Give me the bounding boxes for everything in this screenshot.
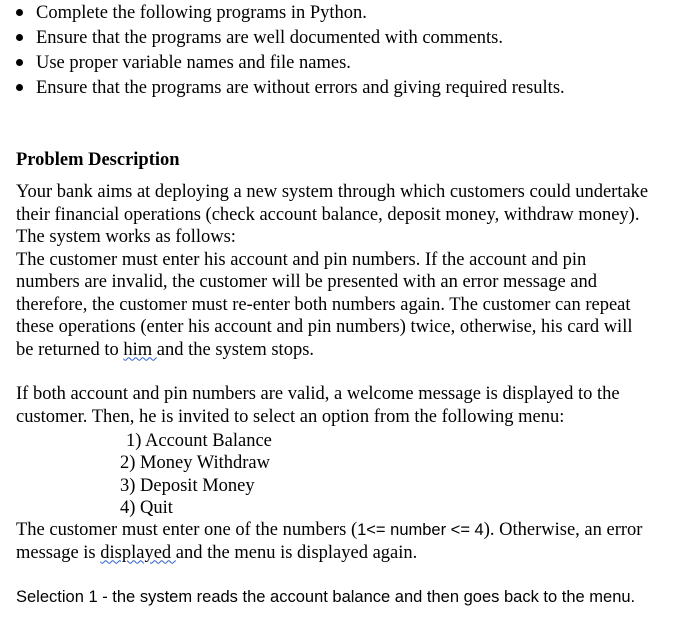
text-line: customer. Then, he is invited to select an option from the following menu: bbox=[16, 406, 565, 427]
bullet-icon bbox=[16, 9, 23, 16]
menu-option: 4) Quit bbox=[120, 497, 173, 518]
menu-options-list bbox=[120, 430, 272, 519]
text-line bbox=[16, 339, 648, 362]
bullet-icon bbox=[16, 59, 23, 66]
bullet-icon bbox=[16, 34, 23, 41]
instruction-text: Ensure that the programs are well documented with comments. bbox=[36, 28, 503, 48]
text-line: numbers are invalid, the customer will be presented with an error message and bbox=[16, 272, 598, 292]
problem-paragraph-3 bbox=[16, 519, 642, 564]
text-line: The system works as follows: bbox=[16, 227, 236, 247]
text-line: therefore, the customer must re-enter both numbers again. The customer can repeat bbox=[16, 294, 631, 315]
text-line bbox=[16, 519, 642, 542]
text-run: message is bbox=[16, 542, 101, 563]
text-run: The customer must enter one of the numbers ( bbox=[16, 520, 358, 540]
bullet-icon bbox=[16, 84, 23, 91]
text-run: be returned to bbox=[16, 339, 124, 360]
instruction-item bbox=[0, 2, 565, 27]
menu-option: 3) Deposit Money bbox=[120, 475, 255, 496]
instruction-item bbox=[0, 27, 565, 52]
text-line bbox=[16, 542, 642, 565]
menu-option: 2) Money Withdraw bbox=[120, 453, 270, 474]
spellcheck-marked-word: him bbox=[123, 339, 157, 360]
spellcheck-marked-word: displayed bbox=[100, 542, 176, 563]
menu-option: 1) Account Balance bbox=[126, 431, 272, 451]
instruction-item bbox=[0, 52, 565, 77]
instruction-item bbox=[0, 77, 565, 102]
problem-paragraph-4: Selection 1 - the system reads the account balance and then goes back to the menu. bbox=[16, 588, 636, 606]
number-range-text: 1<= number <= 4 bbox=[357, 521, 484, 539]
text-run: and the menu is displayed again. bbox=[175, 542, 418, 563]
section-heading: Problem Description bbox=[16, 150, 180, 170]
instruction-list bbox=[0, 2, 565, 102]
text-run: and the system stops. bbox=[156, 339, 315, 360]
instruction-text: Complete the following programs in Python. bbox=[36, 3, 367, 23]
text-line: Your bank aims at deploying a new system through which customers could undertake bbox=[16, 182, 649, 202]
instruction-text: Use proper variable names and file names. bbox=[36, 53, 351, 73]
problem-paragraph-1 bbox=[16, 181, 648, 361]
text-line: The customer must enter his account and pin numbers. If the account and pin bbox=[16, 249, 587, 270]
text-line: their financial operations (check account balance, deposit money, withdraw money). bbox=[16, 204, 640, 225]
text-line: If both account and pin numbers are valid, a welcome message is displayed to the bbox=[16, 384, 620, 404]
text-line: these operations (enter his account and pin numbers) twice, otherwise, his card will bbox=[16, 317, 633, 337]
problem-paragraph-2 bbox=[16, 383, 620, 428]
instruction-text: Ensure that the programs are without errors and giving required results. bbox=[36, 78, 565, 98]
text-run: ). Otherwise, an error bbox=[483, 520, 643, 540]
